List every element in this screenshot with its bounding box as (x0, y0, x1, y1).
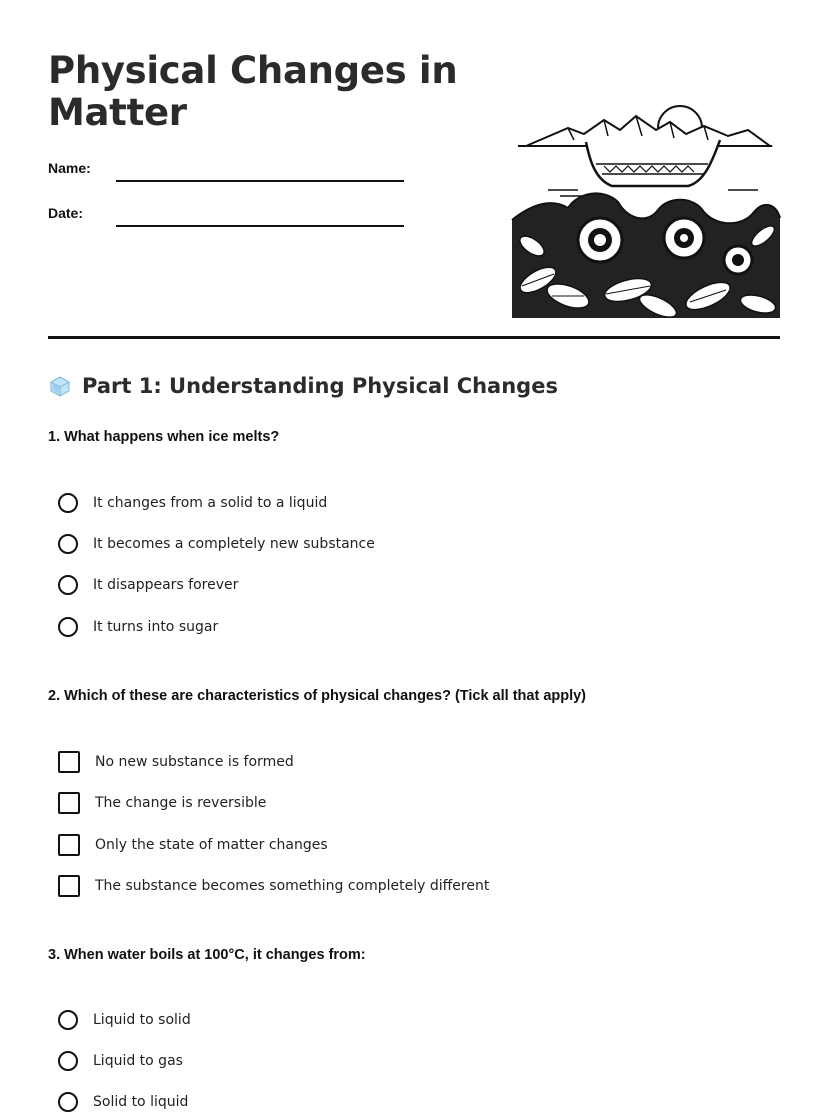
question-3: 3. When water boils at 100°C, it changes from: (48, 947, 366, 963)
option-label: It changes from a solid to a liquid (93, 495, 328, 511)
option-label: It becomes a completely new substance (93, 536, 375, 552)
q2-option-3[interactable] (58, 833, 328, 857)
q3-option-1[interactable] (58, 1008, 191, 1032)
section-title: Part 1: Understanding Physical Changes (82, 374, 558, 398)
header-divider (48, 336, 780, 339)
worksheet-title: Physical Changes in Matter (48, 49, 458, 134)
date-input-line[interactable] (116, 225, 404, 227)
radio-button[interactable] (58, 617, 78, 637)
name-input-line[interactable] (116, 180, 404, 182)
option-label: It disappears forever (93, 577, 239, 593)
ice-cube-icon (48, 374, 72, 398)
option-label: Liquid to gas (93, 1053, 183, 1069)
q2-option-4[interactable] (58, 874, 489, 898)
option-label: No new substance is formed (95, 754, 294, 770)
radio-button[interactable] (58, 493, 78, 513)
radio-button[interactable] (58, 575, 78, 595)
checkbox[interactable] (58, 834, 80, 856)
option-label: Liquid to solid (93, 1012, 191, 1028)
option-label: The substance becomes something completely different (95, 878, 490, 894)
q1-option-2[interactable] (58, 532, 375, 556)
q1-option-3[interactable] (58, 573, 238, 597)
radio-button[interactable] (58, 534, 78, 554)
name-label: Name: (48, 160, 91, 176)
checkbox[interactable] (58, 792, 80, 814)
question-2: 2. Which of these are characteristics of physical changes? (Tick all that apply) (48, 688, 587, 704)
q2-option-1[interactable] (58, 750, 294, 774)
option-label: Only the state of matter changes (95, 837, 328, 853)
date-label: Date: (48, 205, 84, 221)
q2-option-2[interactable] (58, 791, 266, 815)
option-label: Solid to liquid (93, 1094, 189, 1110)
option-label: It turns into sugar (93, 619, 219, 635)
radio-button[interactable] (58, 1092, 78, 1112)
q3-option-3[interactable] (58, 1090, 188, 1114)
q1-option-1[interactable] (58, 491, 327, 515)
checkbox[interactable] (58, 751, 80, 773)
radio-button[interactable] (58, 1051, 78, 1071)
q3-option-2[interactable] (58, 1049, 183, 1073)
q1-option-4[interactable] (58, 615, 218, 639)
question-1: 1. What happens when ice melts? (48, 429, 280, 445)
option-label: The change is reversible (95, 795, 267, 811)
radio-button[interactable] (58, 1010, 78, 1030)
checkbox[interactable] (58, 875, 80, 897)
boat-waves-illustration (508, 100, 782, 322)
section-header (48, 374, 558, 398)
